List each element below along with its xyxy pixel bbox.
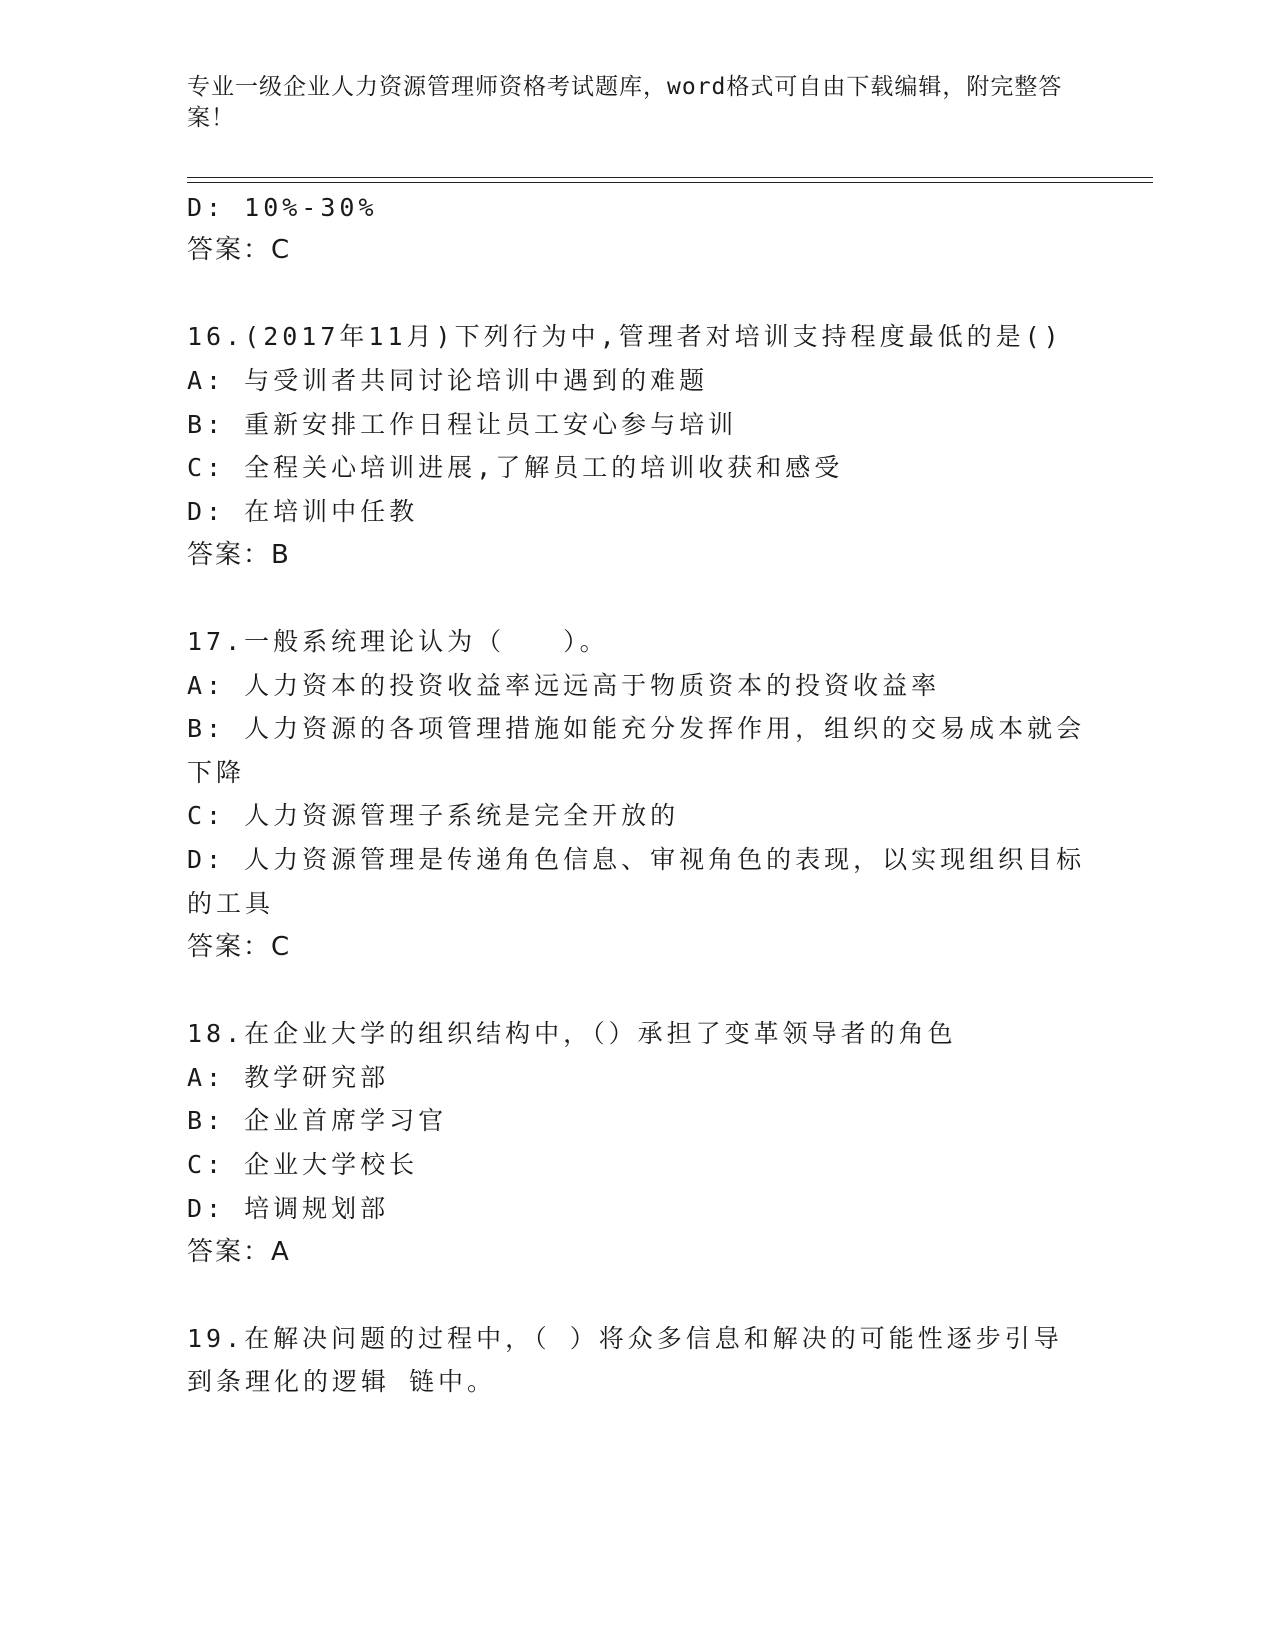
question-17-option-b-cont: 下降: [187, 758, 246, 787]
question-17-option-d: D: 人力资源管理是传递角色信息、审视角色的表现，以实现组织目标: [187, 845, 1086, 874]
question-17-option-d-cont: 的工具: [187, 889, 275, 918]
question-18-option-d: D: 培调规划部: [187, 1194, 390, 1223]
question-16-option-c: C: 全程关心培训进展,了解员工的培训收获和感受: [187, 453, 844, 482]
prev-option-d: D: 10%-30%: [187, 193, 378, 222]
question-18-stem: 18.在企业大学的组织结构中，（）承担了变革领导者的角色: [187, 1019, 957, 1048]
header-rule-top: [187, 177, 1153, 178]
question-17-option-b: B: 人力资源的各项管理措施如能充分发挥作用，组织的交易成本就会: [187, 714, 1086, 743]
question-16-option-b: B: 重新安排工作日程让员工安心参与培训: [187, 410, 738, 439]
question-16-option-d: D: 在培训中任教: [187, 497, 419, 526]
question-16-option-a: A: 与受训者共同讨论培训中遇到的难题: [187, 366, 709, 395]
header-rule-bottom: [187, 182, 1153, 183]
question-17-answer: 答案：C: [187, 932, 292, 962]
question-17-option-a: A: 人力资本的投资收益率远远高于物质资本的投资收益率: [187, 671, 941, 700]
question-19-stem-cont: 到条理化的逻辑 链中。: [187, 1367, 497, 1396]
question-18-answer: 答案：A: [187, 1237, 291, 1267]
prev-answer: 答案：C: [187, 235, 292, 265]
question-16-stem: 16.(2017年11月)下列行为中,管理者对培训支持程度最低的是(): [187, 322, 1063, 351]
question-17-stem: 17.一般系统理论认为（ ）。: [187, 627, 609, 656]
question-19-stem: 19.在解决问题的过程中，（ ）将众多信息和解决的可能性逐步引导: [187, 1324, 1063, 1353]
question-17-option-c: C: 人力资源管理子系统是完全开放的: [187, 801, 680, 830]
question-18-option-b: B: 企业首席学习官: [187, 1106, 448, 1135]
document-header: 专业一级企业人力资源管理师资格考试题库，word格式可自由下载编辑，附完整答案！: [187, 74, 1063, 131]
question-16-answer: 答案：B: [187, 540, 291, 570]
question-18-option-c: C: 企业大学校长: [187, 1150, 419, 1179]
question-18-option-a: A: 教学研究部: [187, 1063, 390, 1092]
